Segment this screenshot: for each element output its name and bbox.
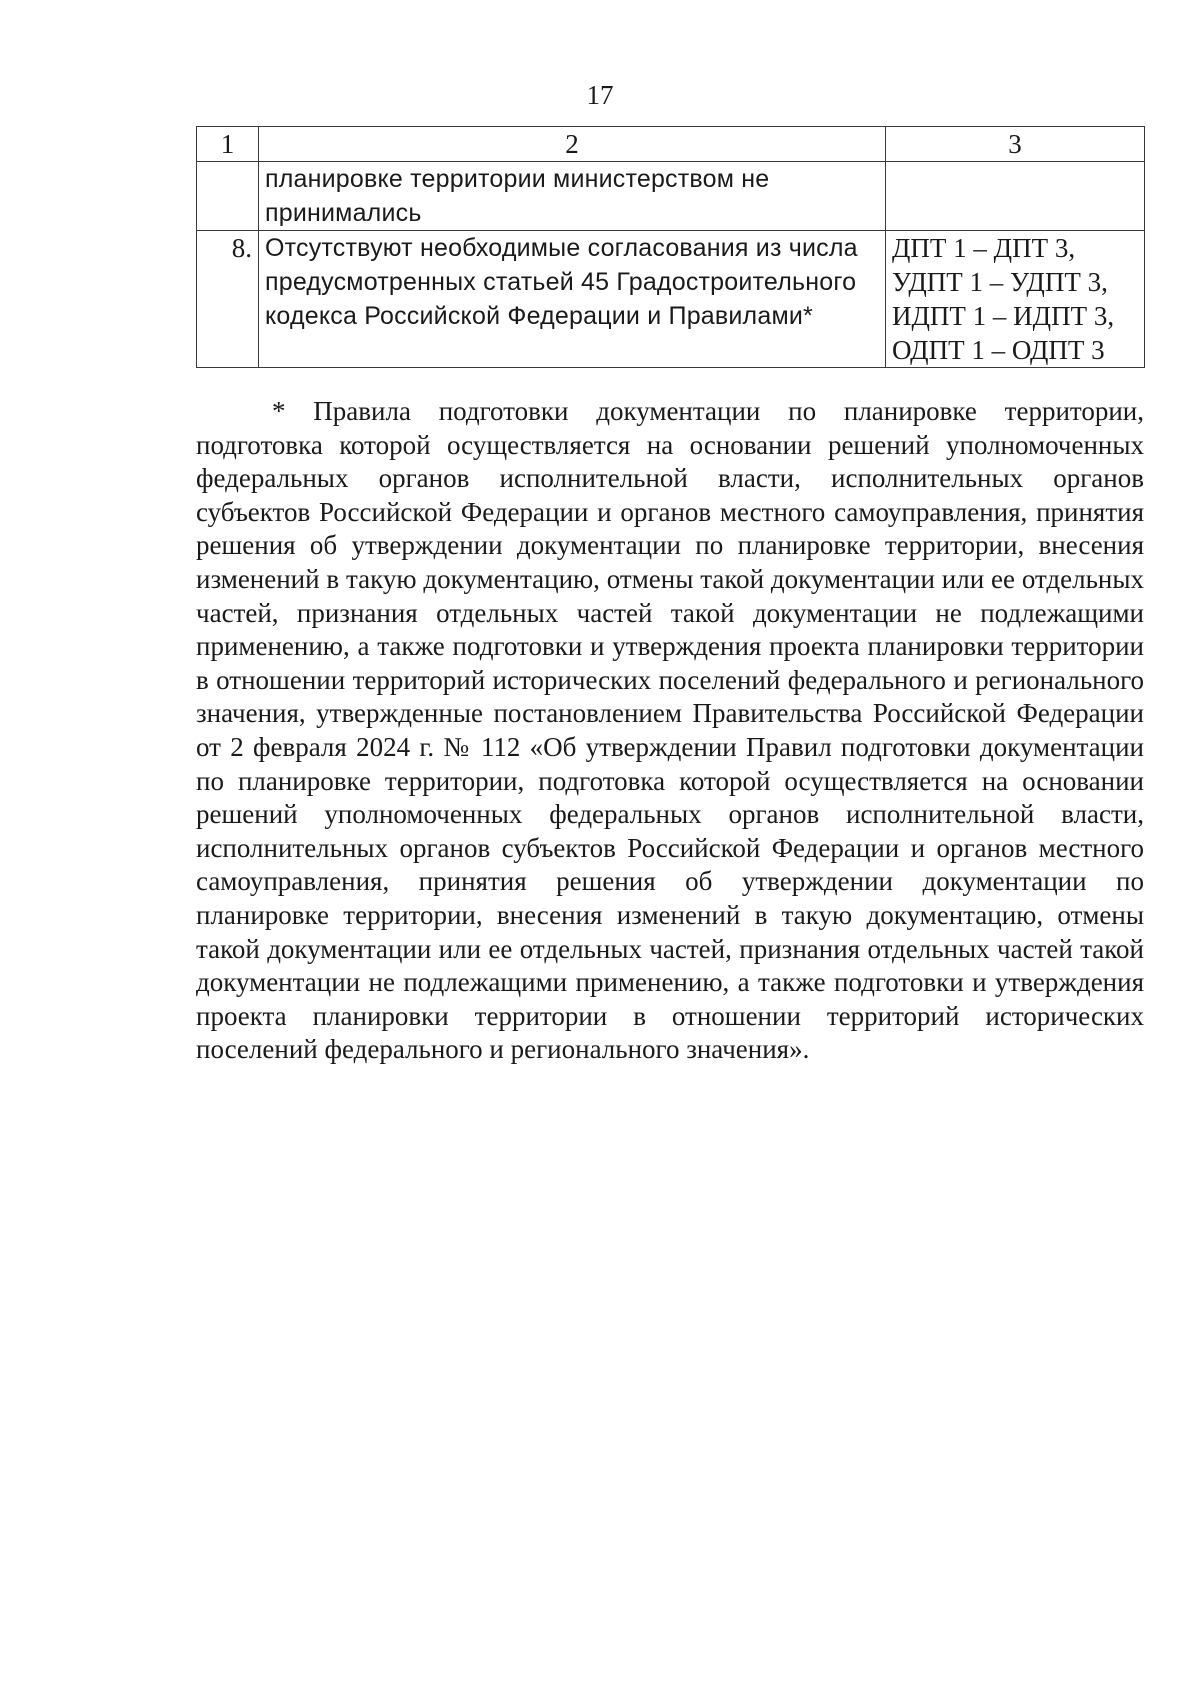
header-cell-1: 1 <box>197 127 259 162</box>
row-text: Отсутствуют необходимые согласования из числа предусмотренных статьей 45 Градостроительного кодекса Российской Федерации и Правилами* <box>259 231 886 368</box>
row-text: планировке территории министерством не принимались <box>259 162 886 231</box>
footnote-paragraph: * Правила подготовки документации по планировке территории, подготовка которой осуществляется на основании решений уполномоченных федеральных органов исполнительной власти, исполнительных органов субъектов Российской Федерации и органов местного самоуправления, принятия решения об утверждении документации по планировке территории, внесения изменений в такую документацию, отмены такой документации или ее отдельных частей, признания отдельных частей такой документации не подлежащими применению, а также подготовки и утверждения проекта планировки территории в отношении территорий исторических поселений федерального и регионального значения, утвержденные постановлением Правительства Российской Федерации от 2 февраля 2024 г. № 112 «Об утверждении Правил подготовки документации по планировке территории, подготовка которой осуществляется на основании решений уполномоченных федеральных органов исполнительной власти, исполнительных органов субъектов Российской Федерации и органов местного самоуправления, принятия решения об утверждении документации по планировке территории, внесения изменений в такую документацию, отмены такой документации или ее отдельных частей, признания отдельных частей такой документации не подлежащими применению, а также подготовки и утверждения проекта планировки территории в отношении территорий исторических поселений федерального и регионального значения». <box>196 396 1144 1065</box>
code-range: ОДПТ 1 – ОДПТ 3 <box>892 335 1105 365</box>
code-range: ИДПТ 1 – ИДПТ 3, <box>892 301 1115 331</box>
row-number <box>197 162 259 231</box>
requirements-table <box>196 126 1145 368</box>
page-number: 17 <box>586 80 614 110</box>
table-row <box>197 231 1145 368</box>
code-range: ДПТ 1 – ДПТ 3, <box>892 233 1076 263</box>
row-number: 8. <box>197 231 259 368</box>
row-codes <box>886 162 1145 231</box>
header-cell-3: 3 <box>886 127 1145 162</box>
row-codes <box>886 231 1145 368</box>
table-header-row <box>197 127 1145 162</box>
header-cell-2: 2 <box>259 127 886 162</box>
table-row <box>197 162 1145 231</box>
code-range: УДПТ 1 – УДПТ 3, <box>892 267 1108 297</box>
